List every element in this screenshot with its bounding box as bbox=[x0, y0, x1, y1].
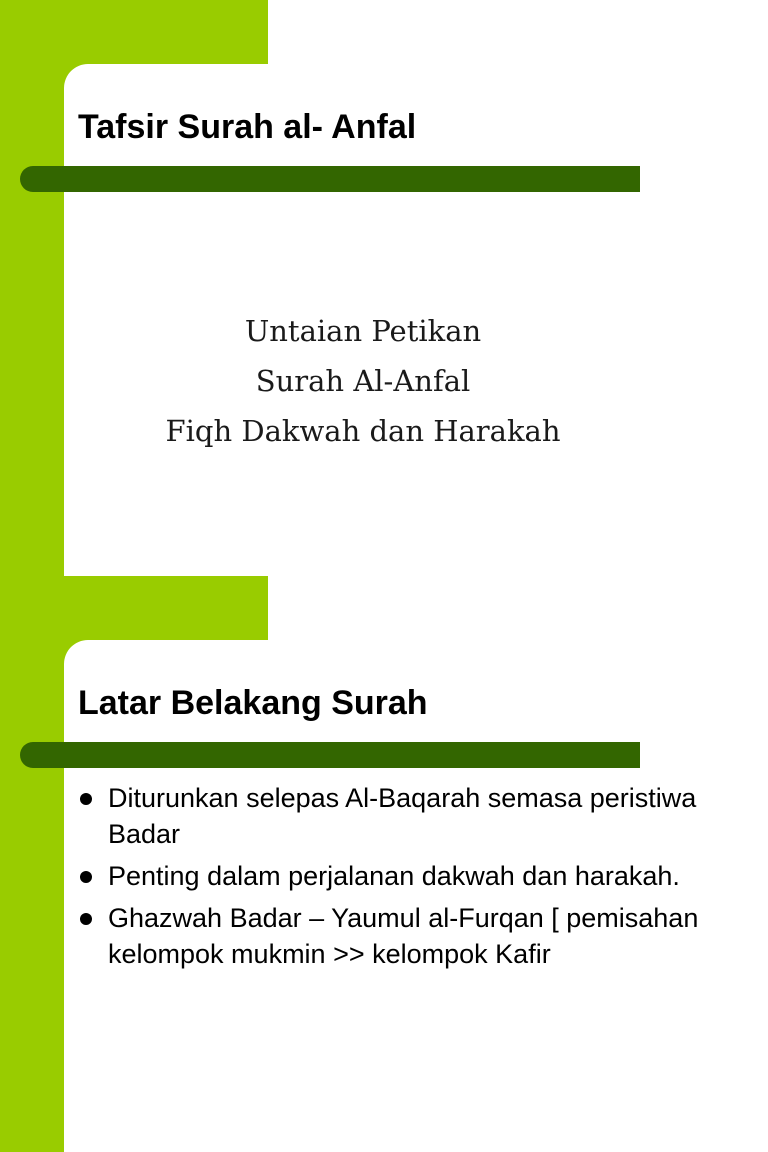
slide-title: Latar Belakang Surah bbox=[78, 684, 428, 722]
bullet-item bbox=[78, 858, 718, 894]
bullet-dot-icon bbox=[80, 871, 92, 883]
bullet-item bbox=[78, 900, 718, 972]
slide-title: Tafsir Surah al- Anfal bbox=[78, 108, 417, 146]
bullet-text: Ghazwah Badar – Yaumul al-Furqan [ pemisahan kelompok mukmin >> kelompok Kafir bbox=[108, 903, 699, 969]
title-underline-bar bbox=[20, 742, 640, 768]
bullet-text: Penting dalam perjalanan dakwah dan harakah. bbox=[108, 861, 680, 891]
bullet-text: Diturunkan selepas Al-Baqarah semasa peristiwa Badar bbox=[108, 783, 697, 849]
subtitle-line: Surah Al-Anfal bbox=[255, 364, 471, 398]
bullet-dot-icon bbox=[80, 793, 92, 805]
bullet-list bbox=[78, 780, 718, 978]
subtitle-block bbox=[64, 306, 662, 456]
subtitle-line: Fiqh Dakwah dan Harakah bbox=[165, 414, 561, 448]
title-underline-bar bbox=[20, 166, 640, 192]
bullet-item bbox=[78, 780, 718, 852]
bullet-dot-icon bbox=[80, 913, 92, 925]
slide-2 bbox=[0, 576, 768, 1152]
subtitle-line: Untaian Petikan bbox=[244, 314, 482, 348]
